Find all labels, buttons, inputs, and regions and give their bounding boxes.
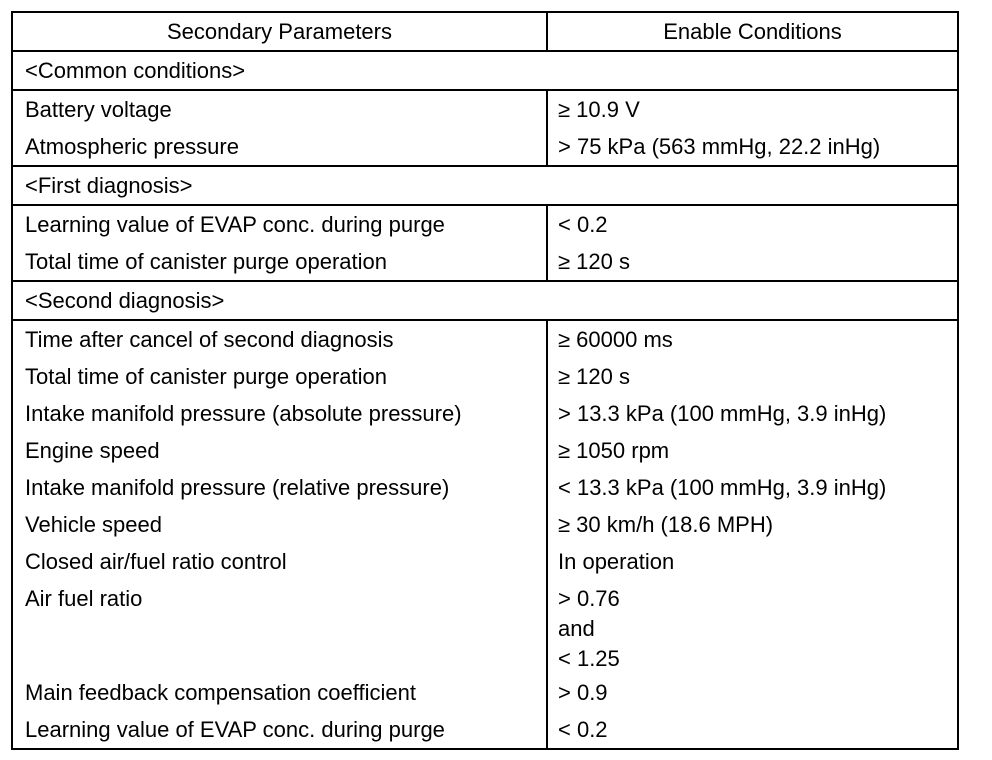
table-row	[12, 205, 958, 243]
table-row	[12, 90, 958, 128]
parameter-cell: Closed air/fuel ratio control	[12, 543, 547, 580]
condition-cell: < 13.3 kPa (100 mmHg, 3.9 inHg)	[547, 469, 958, 506]
table-header-row	[12, 12, 958, 51]
table-row	[12, 432, 958, 469]
parameter-cell: Total time of canister purge operation	[12, 358, 547, 395]
condition-cell: < 0.2	[547, 711, 958, 749]
table-row	[12, 358, 958, 395]
enable-conditions-table	[11, 11, 959, 750]
condition-cell: In operation	[547, 543, 958, 580]
condition-line: > 0.76	[558, 586, 620, 611]
condition-cell: < 0.2	[547, 205, 958, 243]
table-row	[12, 469, 958, 506]
header-secondary-parameters: Secondary Parameters	[12, 12, 547, 51]
condition-cell: ≥ 120 s	[547, 243, 958, 281]
table-row	[12, 543, 958, 580]
condition-cell: ≥ 30 km/h (18.6 MPH)	[547, 506, 958, 543]
condition-line: < 1.25	[558, 646, 620, 671]
section-row-second-diagnosis	[12, 281, 958, 320]
condition-cell-multiline	[547, 580, 958, 674]
condition-cell: ≥ 10.9 V	[547, 90, 958, 128]
table-row	[12, 243, 958, 281]
table-row	[12, 506, 958, 543]
parameter-cell: Learning value of EVAP conc. during purge	[12, 711, 547, 749]
table-row	[12, 128, 958, 166]
condition-cell: > 0.9	[547, 674, 958, 711]
condition-cell: ≥ 60000 ms	[547, 320, 958, 358]
parameter-cell: Time after cancel of second diagnosis	[12, 320, 547, 358]
parameter-cell: Main feedback compensation coefficient	[12, 674, 547, 711]
table-row	[12, 674, 958, 711]
section-row-common-conditions	[12, 51, 958, 90]
parameter-cell: Total time of canister purge operation	[12, 243, 547, 281]
table-row	[12, 320, 958, 358]
table-row	[12, 580, 958, 674]
condition-cell: ≥ 1050 rpm	[547, 432, 958, 469]
section-title: <Common conditions>	[12, 51, 958, 90]
condition-cell: ≥ 120 s	[547, 358, 958, 395]
table-row	[12, 711, 958, 749]
parameter-cell: Vehicle speed	[12, 506, 547, 543]
parameter-cell: Atmospheric pressure	[12, 128, 547, 166]
parameter-cell: Battery voltage	[12, 90, 547, 128]
header-enable-conditions: Enable Conditions	[547, 12, 958, 51]
parameter-cell: Engine speed	[12, 432, 547, 469]
table-row	[12, 395, 958, 432]
section-row-first-diagnosis	[12, 166, 958, 205]
enable-conditions-document	[11, 11, 957, 747]
section-title: <First diagnosis>	[12, 166, 958, 205]
condition-cell: > 75 kPa (563 mmHg, 22.2 inHg)	[547, 128, 958, 166]
parameter-cell: Intake manifold pressure (absolute pressure)	[12, 395, 547, 432]
section-title: <Second diagnosis>	[12, 281, 958, 320]
condition-line: and	[558, 616, 595, 641]
condition-cell: > 13.3 kPa (100 mmHg, 3.9 inHg)	[547, 395, 958, 432]
parameter-cell: Air fuel ratio	[12, 580, 547, 674]
parameter-cell: Intake manifold pressure (relative pressure)	[12, 469, 547, 506]
parameter-cell: Learning value of EVAP conc. during purge	[12, 205, 547, 243]
